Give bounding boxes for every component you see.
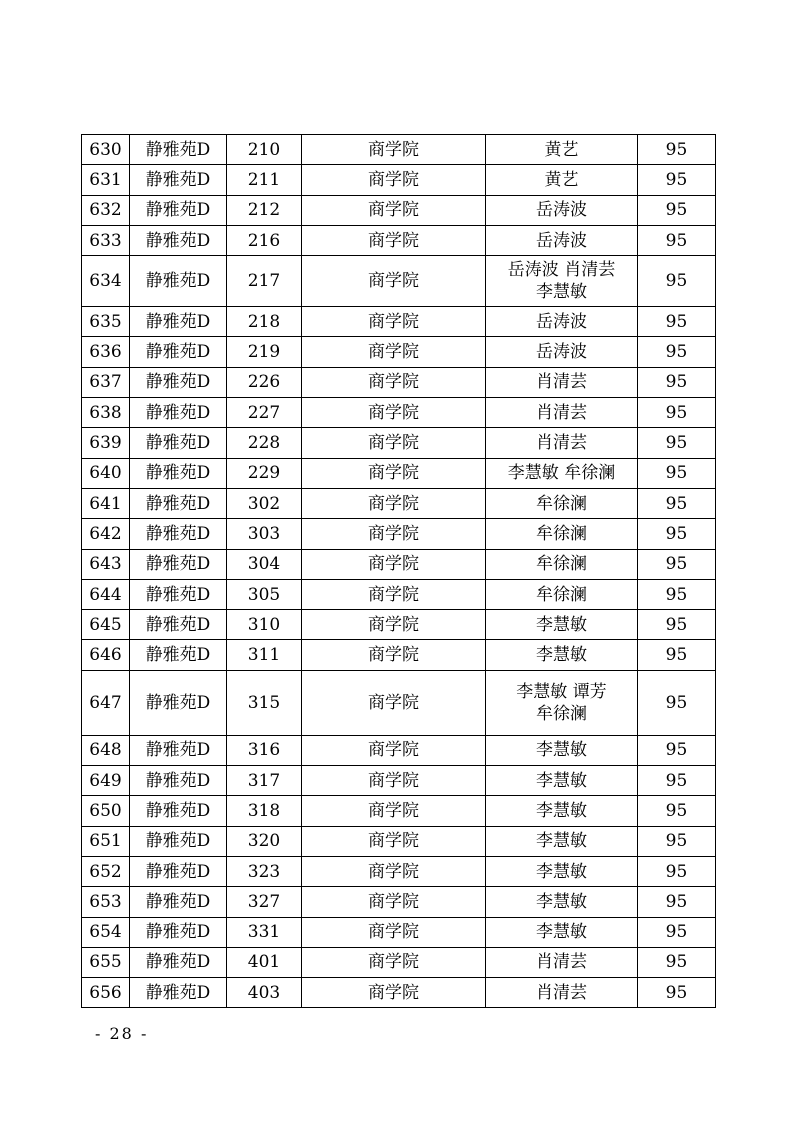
cell-building: 静雅苑D (130, 256, 227, 307)
table-row (82, 549, 716, 579)
cell-score: 95 (638, 826, 716, 856)
person-line: 李慧敏 (536, 891, 587, 912)
cell-number: 641 (82, 488, 130, 518)
table-row (82, 519, 716, 549)
cell-person (486, 307, 638, 337)
cell-department: 商学院 (302, 856, 486, 886)
cell-person (486, 337, 638, 367)
cell-room: 210 (227, 135, 302, 165)
cell-room: 212 (227, 195, 302, 225)
cell-room: 305 (227, 579, 302, 609)
cell-department: 商学院 (302, 766, 486, 796)
person-line: 岳涛波 (536, 342, 587, 363)
cell-room: 331 (227, 917, 302, 947)
cell-score: 95 (638, 135, 716, 165)
cell-score: 95 (638, 549, 716, 579)
cell-building: 静雅苑D (130, 670, 227, 735)
cell-building: 静雅苑D (130, 488, 227, 518)
cell-room: 302 (227, 488, 302, 518)
cell-room: 401 (227, 947, 302, 977)
cell-department: 商学院 (302, 610, 486, 640)
person-line: 李慧敏 谭芳 (516, 681, 607, 702)
cell-score: 95 (638, 947, 716, 977)
table-row (82, 398, 716, 428)
table-row (82, 796, 716, 826)
cell-room: 320 (227, 826, 302, 856)
person-line: 肖清芸 (536, 982, 587, 1003)
cell-number: 633 (82, 225, 130, 255)
table-row (82, 367, 716, 397)
cell-number: 643 (82, 549, 130, 579)
cell-person (486, 735, 638, 765)
cell-person (486, 917, 638, 947)
cell-building: 静雅苑D (130, 947, 227, 977)
cell-room: 229 (227, 458, 302, 488)
cell-person (486, 519, 638, 549)
cell-number: 631 (82, 165, 130, 195)
cell-department: 商学院 (302, 826, 486, 856)
cell-department: 商学院 (302, 337, 486, 367)
cell-score: 95 (638, 225, 716, 255)
cell-building: 静雅苑D (130, 307, 227, 337)
person-line: 李慧敏 (536, 282, 587, 303)
cell-score: 95 (638, 195, 716, 225)
person-line: 李慧敏 (536, 831, 587, 852)
cell-number: 654 (82, 917, 130, 947)
cell-building: 静雅苑D (130, 195, 227, 225)
cell-person (486, 256, 638, 307)
table-row (82, 458, 716, 488)
cell-department: 商学院 (302, 367, 486, 397)
cell-department: 商学院 (302, 488, 486, 518)
cell-score: 95 (638, 367, 716, 397)
cell-room: 317 (227, 766, 302, 796)
cell-number: 652 (82, 856, 130, 886)
cell-building: 静雅苑D (130, 856, 227, 886)
cell-score: 95 (638, 428, 716, 458)
cell-number: 645 (82, 610, 130, 640)
cell-score: 95 (638, 978, 716, 1008)
cell-number: 638 (82, 398, 130, 428)
cell-department: 商学院 (302, 670, 486, 735)
cell-person (486, 225, 638, 255)
person-line: 李慧敏 (536, 740, 587, 761)
cell-room: 226 (227, 367, 302, 397)
cell-person (486, 549, 638, 579)
cell-person (486, 428, 638, 458)
table-row (82, 978, 716, 1008)
cell-building: 静雅苑D (130, 735, 227, 765)
cell-number: 642 (82, 519, 130, 549)
person-line: 牟徐澜 (536, 523, 587, 544)
cell-department: 商学院 (302, 307, 486, 337)
cell-number: 636 (82, 337, 130, 367)
person-line: 黄艺 (544, 169, 579, 190)
table-row (82, 256, 716, 307)
cell-score: 95 (638, 917, 716, 947)
cell-building: 静雅苑D (130, 978, 227, 1008)
cell-number: 656 (82, 978, 130, 1008)
cell-department: 商学院 (302, 917, 486, 947)
cell-number: 647 (82, 670, 130, 735)
cell-room: 216 (227, 225, 302, 255)
cell-building: 静雅苑D (130, 579, 227, 609)
cell-department: 商学院 (302, 195, 486, 225)
cell-score: 95 (638, 766, 716, 796)
cell-number: 639 (82, 428, 130, 458)
person-line: 岳涛波 (536, 200, 587, 221)
cell-building: 静雅苑D (130, 766, 227, 796)
cell-building: 静雅苑D (130, 796, 227, 826)
cell-building: 静雅苑D (130, 519, 227, 549)
table-row (82, 917, 716, 947)
cell-number: 630 (82, 135, 130, 165)
cell-building: 静雅苑D (130, 610, 227, 640)
cell-person (486, 165, 638, 195)
cell-building: 静雅苑D (130, 887, 227, 917)
person-line: 岳涛波 (536, 311, 587, 332)
cell-department: 商学院 (302, 225, 486, 255)
cell-person (486, 856, 638, 886)
cell-number: 646 (82, 640, 130, 670)
cell-person (486, 826, 638, 856)
cell-score: 95 (638, 610, 716, 640)
table-row (82, 165, 716, 195)
table-row (82, 135, 716, 165)
cell-building: 静雅苑D (130, 367, 227, 397)
table-row (82, 640, 716, 670)
table-row (82, 488, 716, 518)
table-row (82, 735, 716, 765)
cell-department: 商学院 (302, 735, 486, 765)
cell-room: 304 (227, 549, 302, 579)
cell-person (486, 978, 638, 1008)
cell-room: 228 (227, 428, 302, 458)
cell-room: 327 (227, 887, 302, 917)
cell-room: 318 (227, 796, 302, 826)
cell-score: 95 (638, 579, 716, 609)
cell-score: 95 (638, 256, 716, 307)
table-row (82, 887, 716, 917)
cell-building: 静雅苑D (130, 428, 227, 458)
table-row (82, 195, 716, 225)
cell-score: 95 (638, 640, 716, 670)
cell-building: 静雅苑D (130, 398, 227, 428)
cell-building: 静雅苑D (130, 549, 227, 579)
table-row (82, 766, 716, 796)
cell-room: 310 (227, 610, 302, 640)
cell-building: 静雅苑D (130, 640, 227, 670)
person-line: 肖清芸 (536, 952, 587, 973)
cell-person (486, 796, 638, 826)
cell-person (486, 135, 638, 165)
cell-number: 653 (82, 887, 130, 917)
cell-department: 商学院 (302, 549, 486, 579)
cell-number: 640 (82, 458, 130, 488)
table-row (82, 225, 716, 255)
person-line: 牟徐澜 (536, 554, 587, 575)
cell-person (486, 640, 638, 670)
cell-department: 商学院 (302, 256, 486, 307)
person-line: 李慧敏 (536, 922, 587, 943)
cell-number: 637 (82, 367, 130, 397)
table-row (82, 826, 716, 856)
cell-department: 商学院 (302, 978, 486, 1008)
person-line: 肖清芸 (536, 433, 587, 454)
cell-room: 217 (227, 256, 302, 307)
cell-building: 静雅苑D (130, 337, 227, 367)
cell-number: 634 (82, 256, 130, 307)
cell-number: 632 (82, 195, 130, 225)
table-row (82, 947, 716, 977)
cell-department: 商学院 (302, 947, 486, 977)
cell-person (486, 579, 638, 609)
cell-room: 303 (227, 519, 302, 549)
cell-department: 商学院 (302, 640, 486, 670)
dormitory-table (81, 134, 716, 1008)
cell-building: 静雅苑D (130, 165, 227, 195)
cell-department: 商学院 (302, 887, 486, 917)
cell-department: 商学院 (302, 398, 486, 428)
cell-score: 95 (638, 856, 716, 886)
cell-score: 95 (638, 488, 716, 518)
person-line: 岳涛波 肖清芸 (507, 260, 616, 281)
cell-score: 95 (638, 165, 716, 195)
cell-person (486, 398, 638, 428)
cell-room: 218 (227, 307, 302, 337)
cell-department: 商学院 (302, 796, 486, 826)
cell-number: 649 (82, 766, 130, 796)
person-line: 李慧敏 (536, 861, 587, 882)
page-number: - 28 - (95, 1024, 149, 1043)
cell-department: 商学院 (302, 458, 486, 488)
cell-department: 商学院 (302, 165, 486, 195)
cell-score: 95 (638, 887, 716, 917)
cell-number: 648 (82, 735, 130, 765)
person-line: 牟徐澜 (536, 584, 587, 605)
cell-score: 95 (638, 398, 716, 428)
person-line: 李慧敏 (536, 800, 587, 821)
person-line: 肖清芸 (536, 402, 587, 423)
cell-score: 95 (638, 458, 716, 488)
cell-department: 商学院 (302, 579, 486, 609)
cell-department: 商学院 (302, 428, 486, 458)
cell-room: 403 (227, 978, 302, 1008)
cell-score: 95 (638, 796, 716, 826)
cell-number: 655 (82, 947, 130, 977)
person-line: 岳涛波 (536, 230, 587, 251)
cell-person (486, 458, 638, 488)
table-row (82, 670, 716, 735)
person-line: 李慧敏 (536, 645, 587, 666)
person-line: 李慧敏 (536, 770, 587, 791)
table-row (82, 856, 716, 886)
cell-room: 323 (227, 856, 302, 886)
cell-person (486, 670, 638, 735)
person-line: 黄艺 (544, 139, 579, 160)
cell-number: 635 (82, 307, 130, 337)
cell-department: 商学院 (302, 135, 486, 165)
cell-person (486, 367, 638, 397)
cell-score: 95 (638, 519, 716, 549)
table-row (82, 307, 716, 337)
cell-number: 644 (82, 579, 130, 609)
cell-person (486, 947, 638, 977)
cell-room: 227 (227, 398, 302, 428)
cell-person (486, 610, 638, 640)
cell-room: 211 (227, 165, 302, 195)
cell-room: 311 (227, 640, 302, 670)
cell-building: 静雅苑D (130, 458, 227, 488)
person-line: 李慧敏 (536, 614, 587, 635)
person-line: 肖清芸 (536, 372, 587, 393)
person-line: 李慧敏 牟徐澜 (507, 463, 616, 484)
cell-person (486, 887, 638, 917)
cell-room: 316 (227, 735, 302, 765)
person-line: 牟徐澜 (536, 493, 587, 514)
cell-room: 315 (227, 670, 302, 735)
cell-building: 静雅苑D (130, 826, 227, 856)
cell-score: 95 (638, 735, 716, 765)
cell-department: 商学院 (302, 519, 486, 549)
cell-person (486, 488, 638, 518)
table-row (82, 428, 716, 458)
cell-building: 静雅苑D (130, 225, 227, 255)
cell-room: 219 (227, 337, 302, 367)
table-row (82, 610, 716, 640)
cell-person (486, 195, 638, 225)
cell-score: 95 (638, 670, 716, 735)
cell-building: 静雅苑D (130, 917, 227, 947)
table-row (82, 337, 716, 367)
table-row (82, 579, 716, 609)
person-line: 牟徐澜 (536, 703, 587, 724)
cell-score: 95 (638, 307, 716, 337)
table-body (82, 135, 716, 1008)
cell-number: 651 (82, 826, 130, 856)
cell-score: 95 (638, 337, 716, 367)
cell-building: 静雅苑D (130, 135, 227, 165)
cell-person (486, 766, 638, 796)
cell-number: 650 (82, 796, 130, 826)
